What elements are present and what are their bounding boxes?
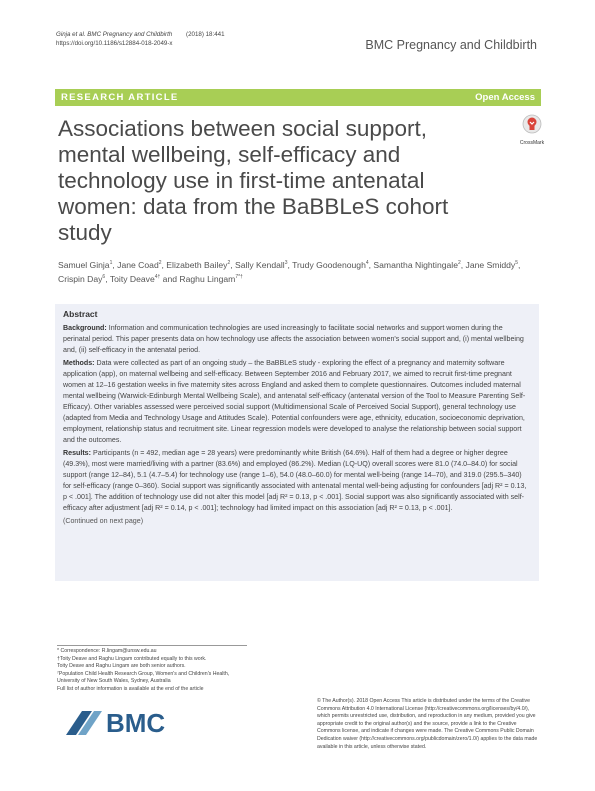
- open-access-label: Open Access: [475, 92, 535, 103]
- footnote-author-info: Full list of author information is available at the end of the article: [57, 685, 204, 692]
- citation-volume: (2018) 18:441: [186, 31, 225, 38]
- citation-header: [56, 30, 225, 48]
- author-name: [117, 260, 161, 270]
- results-label: Results:: [63, 449, 91, 457]
- author-name: [110, 274, 160, 284]
- continued-note: (Continued on next page): [63, 517, 144, 525]
- abstract-results: [63, 448, 531, 514]
- author-name: [292, 260, 369, 270]
- author-name: [58, 274, 105, 284]
- methods-text: Data were collected as part of an ongoing study – the BaBBLeS study - exploring the effect of a pregnancy and maternity software application (app), on maternal wellbeing and self-efficacy. Between September 2016 and February 2017, we aimed to recruit first-time pregnant women at 12–16 gestation weeks in five maternity sites across England and asked them to complete questionnaires. Outcomes included maternal mental wellbeing (Warwick-Edinburgh Mental Wellbeing Scale), and antenatal self-efficacy (antenatal version of the Tool to Measure Parenting Self-Efficacy). Other variables assessed were perceived social support (Multidimensional Scale of Perceived Social Support), general technology use (adapted from Media and Technology Usage and Attitudes Scale). Potential confounders were age, ethnicity, education, socioeconomic deprivation, employment, relationship status and recruitment site. Linear regression models were developed to analyse the relationship between social support and the outcomes.: [63, 359, 526, 444]
- author-affiliation-sup: 4†: [154, 274, 161, 281]
- bmc-logo-text: BMC: [106, 708, 166, 737]
- author-affiliation-sup: 6: [102, 274, 106, 281]
- author-name: [58, 260, 112, 270]
- methods-label: Methods:: [63, 359, 95, 367]
- author-name-text: Trudy Goodenough: [292, 259, 366, 270]
- article-type-banner: [55, 89, 541, 106]
- author-name-text: Samantha Nightingale: [373, 259, 458, 270]
- crossmark-icon: [522, 114, 542, 134]
- footnote-affiliation-location: University of New South Wales, Sydney, Australia: [57, 678, 171, 684]
- background-label: Background:: [63, 324, 107, 332]
- author-name-text: Samuel Ginja: [58, 259, 110, 270]
- author-name: [179, 274, 242, 284]
- doi-link[interactable]: https://doi.org/10.1186/s12884-018-2049-x: [56, 40, 173, 47]
- results-text: Participants (n = 492, median age = 28 years) were predominantly white British (64.6%). Half of them had a degree or higher degree (49.3%), most were married/living with a partner (83.6%) and employed (86.2%). Median (LQ-UQ) overall scores were 81.0 (74.0–84.0) for social support (range 12–84), 5.1 (4.7–5.4) for technology use (range 1–6), 54.0 (48.0–60.0) for mental well-being (range 14–70), and 319.0 (295.5–340) for self-efficacy (range 0–360). Social support was significantly associated with antenatal mental well-being adjusting for confounders [adj R² = 0.13, p < .001]. The addition of technology use did not alter this model [adj R² = 0.13, p < .001]. Social support was also significantly associated with self-efficacy after adjustment [adj R² = 0.14, p < .001]; technology had limited impact on this association [adj R² = 0.13, p < .001].: [63, 449, 527, 512]
- footnote-divider: [57, 645, 247, 646]
- article-title: Associations between social support, mental wellbeing, self-efficacy and technology use in first-time antenatal women: data from the BaBBLeS cohort study: [58, 116, 449, 245]
- footnote-affiliation: ⁷Population Child Health Research Group, Women's and Children's Health,: [57, 670, 230, 677]
- author-affiliation-sup: 1: [109, 260, 113, 266]
- abstract-box: [55, 304, 539, 581]
- journal-name: BMC Pregnancy and Childbirth: [365, 38, 537, 52]
- author-affiliation-sup: 5: [515, 260, 519, 266]
- author-name-text: Jane Coad: [117, 259, 159, 270]
- author-affiliation-sup: 2: [457, 260, 461, 266]
- footnote-correspondence[interactable]: * Correspondence: R.lingam@unsw.edu.au: [57, 648, 157, 654]
- author-name-text: Elizabeth Bailey: [166, 259, 228, 270]
- abstract-methods: [63, 358, 531, 446]
- citation-journal: Ginja et al. BMC Pregnancy and Childbirth: [56, 31, 173, 38]
- author-name-text: Crispin Day: [58, 274, 103, 285]
- author-affiliation-sup: 3: [284, 260, 288, 266]
- author-name: [466, 260, 518, 270]
- research-article-label: RESEARCH ARTICLE: [61, 92, 179, 103]
- crossmark-label: CrossMark: [519, 140, 545, 146]
- footnotes: [57, 648, 267, 693]
- author-affiliation-sup: 2: [227, 260, 231, 266]
- abstract-background: [63, 323, 531, 356]
- license-text: © The Author(s). 2018 Open Access This article is distributed under the terms of the Creative Commons Attribution 4.0 International License (http://creativecommons.org/licenses/by/4.0/), which permits unrestricted use, distribution, and reproduction in any medium, provided you give appropriate credit to the original author(s) and the source, provide a link to the Creative Commons license, and indicate if changes were made. The Creative Commons Public Domain Dedication waiver (http://creativecommons.org/publicdomain/zero/1.0/) applies to the data made available in this article, unless otherwise stated.: [317, 698, 538, 750]
- author-list: Samuel Ginja$^1$, Jane Coad$^2$, Elizabeth Bailey$^2$, Sally Kendall$^3$, Trudy Goodenough$^4$, Samantha Nightingale$^2$, Jane Smiddy$^5$, Crispin Day$^6$, Toity Deave$^{4\dagger}$ and Raghu Lingam$^{7*\dagger}$: [58, 259, 521, 285]
- author-affiliation-sup: 4: [365, 260, 369, 266]
- bmc-logo: [66, 707, 176, 742]
- author-affiliation-sup: 2: [158, 260, 162, 266]
- author-name: [235, 260, 287, 270]
- background-text: Information and communication technologies are used increasingly to facilitate social networks and support women during the perinatal period. This paper presents data on how technology use affects the association between women's social support and, (i) mental wellbeing and, (ii) self-efficacy in the antenatal period.: [63, 324, 524, 354]
- footnote-senior-authors: Toity Deave and Raghu Lingam are both senior authors.: [57, 663, 186, 669]
- footnote-equal-contribution: †Toity Deave and Raghu Lingam contributed equally to this work.: [57, 655, 207, 662]
- author-name: [373, 260, 460, 270]
- author-name-text: Raghu Lingam: [179, 274, 236, 285]
- abstract-heading: Abstract: [63, 309, 98, 319]
- author-affiliation-sup: 7*†: [235, 274, 243, 281]
- author-name-text: Toity Deave: [109, 274, 155, 285]
- author-name-text: Jane Smiddy: [465, 259, 516, 270]
- bmc-logo-icon: [66, 707, 176, 737]
- crossmark-badge[interactable]: [512, 114, 552, 146]
- author-name: [166, 260, 230, 270]
- author-name-text: Sally Kendall: [235, 259, 285, 270]
